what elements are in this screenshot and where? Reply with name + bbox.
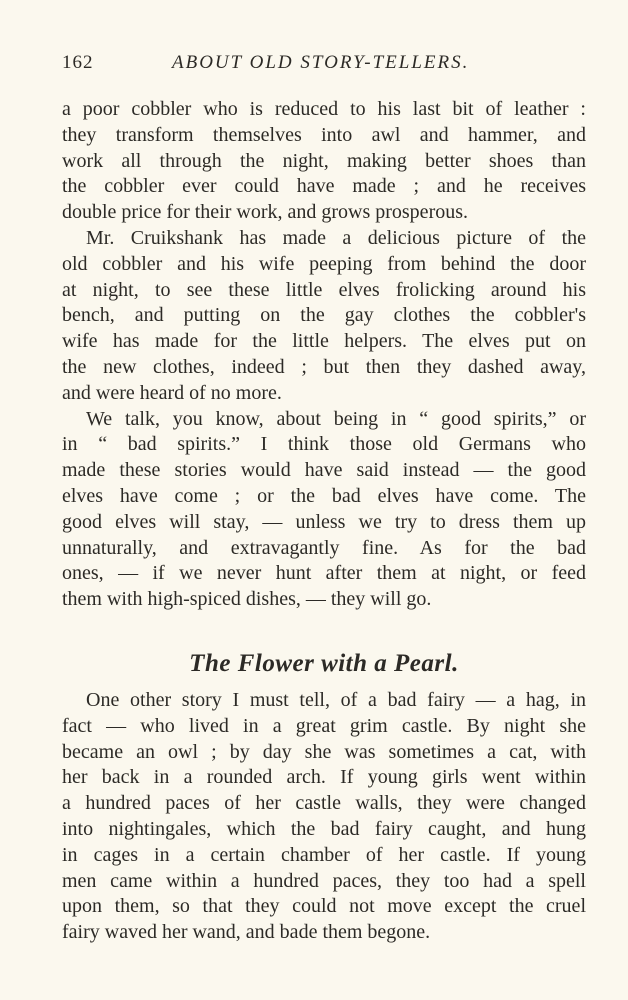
section-heading: The Flower with a Pearl. [189, 650, 459, 677]
text-line: old cobbler and his wife peeping from behind the door [62, 252, 586, 275]
text-line: made these stories would have said instead — the good [62, 459, 586, 482]
page-number: 162 [62, 52, 94, 73]
text-line: in cages in a certain chamber of her castle. If young [62, 843, 586, 866]
text-line: the cobbler ever could have made ; and he receives [62, 175, 586, 198]
text-line: We talk, you know, about being in “ good spirits,” or [86, 407, 586, 430]
text-line: elves have come ; or the bad elves have come. The [62, 484, 586, 507]
text-line: bench, and putting on the gay clothes the cobbler's [62, 304, 586, 327]
text-line: men came within a hundred paces, they too had a spell [62, 869, 586, 892]
text-line: in “ bad spirits.” I think those old Germans who [62, 433, 586, 456]
text-line: fact — who lived in a great grim castle. By night she [62, 714, 586, 737]
text-line: Mr. Cruikshank has made a delicious picture of the [86, 226, 586, 249]
text-line: her back in a rounded arch. If young girls went within [62, 766, 586, 789]
running-head [62, 52, 588, 78]
text-line: the new clothes, indeed ; but then they dashed away, [62, 355, 586, 378]
text-line: One other story I must tell, of a bad fairy — a hag, in [86, 689, 586, 711]
text-line: they transform themselves into awl and hammer, and [62, 123, 586, 146]
text-line: ones, — if we never hunt after them at night, or feed [62, 562, 586, 585]
text-line: at night, to see these little elves frolicking around his [62, 278, 586, 301]
text-line: upon them, so that they could not move except the cruel [62, 895, 586, 918]
text-block-top [62, 97, 586, 613]
text-line: wife has made for the little helpers. The elves put on [62, 330, 586, 353]
text-block-bottom [62, 688, 586, 946]
text-line: fairy waved her wand, and bade them begone. [62, 921, 431, 944]
text-line: into nightingales, which the bad fairy caught, and hung [62, 817, 586, 840]
text-line: a hundred paces of her castle walls, they were changed [62, 792, 586, 815]
text-line: good elves will stay, — unless we try to dress them up [62, 510, 586, 533]
text-line: became an owl ; by day she was sometimes a cat, with [62, 740, 586, 763]
text-line: unnaturally, and extravagantly fine. As for the bad [62, 536, 586, 559]
text-line: double price for their work, and grows prosperous. [62, 201, 469, 224]
running-title: ABOUT OLD STORY-TELLERS. [172, 52, 470, 73]
text-line: work all through the night, making better shoes than [62, 149, 586, 172]
text-line: a poor cobbler who is reduced to his last bit of leather : [62, 98, 586, 120]
text-line: them with high-spiced dishes, — they will go. [62, 588, 432, 611]
text-line: and were heard of no more. [62, 381, 282, 404]
